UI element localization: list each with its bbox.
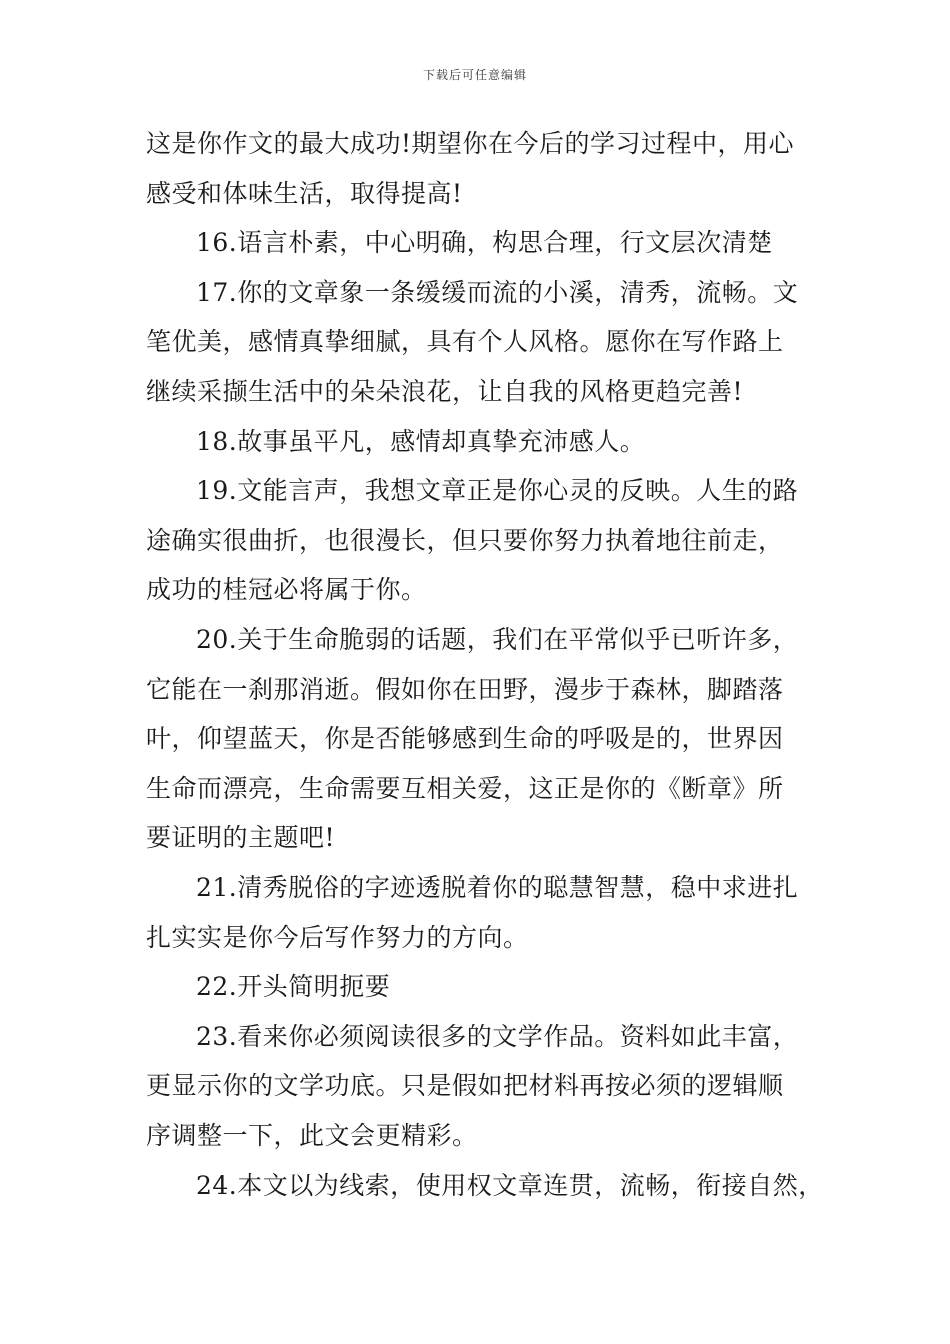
text-line: 22.开头简明扼要 <box>196 972 391 1002</box>
text-line: 17.你的文章象一条缓缓而流的小溪，清秀，流畅。文 <box>196 277 799 307</box>
text-line: 21.清秀脱俗的字迹透脱着你的聪慧智慧，稳中求进扎 <box>196 873 799 902</box>
text-line: 19.文能言声，我想文章正是你心灵的反映。人生的路 <box>196 476 799 506</box>
text-line: 18.故事虽平凡，感情却真挚充沛感人。 <box>196 426 646 456</box>
text-line: 它能在一刹那消逝。假如你在田野，漫步于森林，脚踏落 <box>146 674 784 704</box>
text-line: 序调整一下，此文会更精彩。 <box>146 1121 478 1150</box>
text-line: 24.本文以为线索，使用权文章连贯，流畅，衔接自然， <box>196 1170 824 1200</box>
text-line: 这是你作文的最大成功!期望你在今后的学习过程中，用心 <box>146 129 795 158</box>
text-line: 感受和体味生活，取得提高! <box>146 178 463 208</box>
text-line: 23.看来你必须阅读很多的文学作品。资料如此丰富， <box>196 1021 799 1051</box>
text-line: 叶，仰望蓝天，你是否能够感到生命的呼吸是的，世界因 <box>146 724 784 754</box>
text-line: 途确实很曲折，也很漫长，但只要你努力执着地往前走， <box>146 525 784 555</box>
page-header: 下载后可任意编辑 <box>422 68 527 82</box>
text-line: 16.语言朴素，中心明确，构思合理，行文层次清楚 <box>196 228 773 258</box>
text-line: 笔优美，感情真挚细腻，具有个人风格。愿你在写作路上 <box>146 327 784 357</box>
text-line: 生命而漂亮，生命需要互相关爱，这正是你的《断章》所 <box>146 773 784 803</box>
text-line: 更显示你的文学功底。只是假如把材料再按必须的逻辑顺 <box>146 1071 784 1101</box>
text-line: 20.关于生命脆弱的话题，我们在平常似乎已听许多， <box>196 625 799 654</box>
text-line: 成功的桂冠必将属于你。 <box>146 575 427 605</box>
text-line: 继续采撷生活中的朵朵浪花，让自我的风格更趋完善! <box>146 377 744 406</box>
text-line: 要证明的主题吧! <box>146 823 336 853</box>
text-line: 扎实实是你今后写作努力的方向。 <box>146 922 529 952</box>
